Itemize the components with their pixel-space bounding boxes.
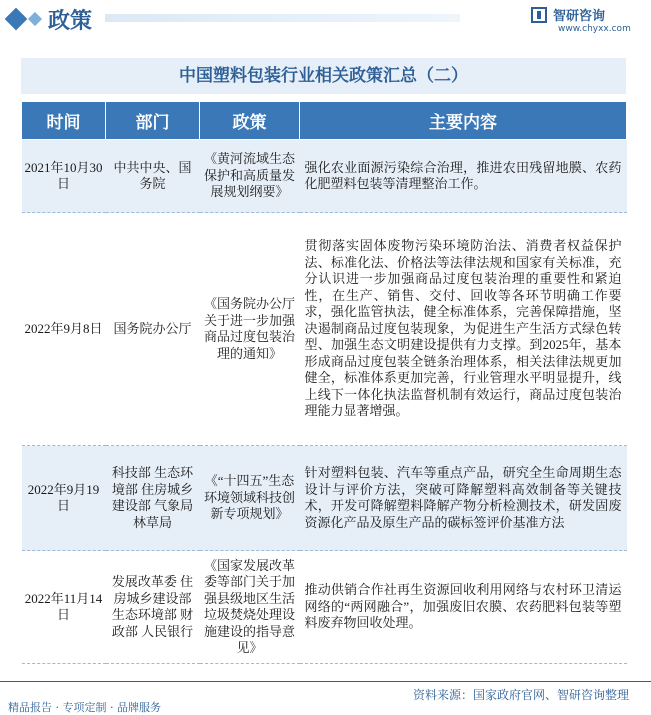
cell-time: 2022年9月19日 xyxy=(22,446,106,551)
cell-policy: 《“十四五”生态环境领域科技创新专项规划》 xyxy=(200,446,300,551)
cell-content: 推动供销合作社再生资源回收利用网络与农村环卫清运网络的“两网融合”，加强废旧农膜、农药肥料包装等塑料废弃物回收处理。 xyxy=(300,551,627,664)
cell-time: 2022年9月8日 xyxy=(22,213,106,446)
small-diamond-icon xyxy=(28,12,42,26)
cell-department: 中共中央、国务院 xyxy=(106,140,200,213)
cell-content: 贯彻落实固体废物污染环境防治法、消费者权益保护法、标准化法、价格法等法律法规和国家有关标准，充分认识进一步加强商品过度包装治理的重要性和紧迫性，在生产、销售、交付、回收等各环节明确工作要求，强化监管执法，健全标准体系，完善保障措施，坚决遏制商品过度包装现象，为促进生产生活方式绿色转型、加强生态文明建设提供有力支撑。到2025年，基本形成商品过度包装全链条治理体系，相关法律法规更加健全，标准体系更加完善，行业管理水平明显提升，线上线下一体化执法监督机制有效运行，商品过度包装治理能力显著增强。 xyxy=(300,213,627,446)
cell-policy: 《国家发展改革委等部门关于加强县级地区生活垃圾焚烧处理设施建设的指导意见》 xyxy=(200,551,300,664)
footer-divider xyxy=(0,681,651,682)
column-header-policy: 政策 xyxy=(200,102,300,140)
table-title: 中国塑料包装行业相关政策汇总（二） xyxy=(21,58,626,94)
logo-name: 智研咨询 xyxy=(553,9,606,24)
column-header-content: 主要内容 xyxy=(300,102,627,140)
column-header-department: 部门 xyxy=(106,102,200,140)
logo-url[interactable]: www.chyxx.com xyxy=(558,24,631,34)
table-row xyxy=(22,140,627,213)
cell-department: 国务院办公厅 xyxy=(106,213,200,446)
cell-time: 2022年11月14日 xyxy=(22,551,106,664)
policy-table xyxy=(21,101,627,664)
cell-policy: 《国务院办公厅关于进一步加强商品过度包装治理的通知》 xyxy=(200,213,300,446)
table-header-row xyxy=(22,102,627,140)
cell-policy: 《黄河流域生态保护和高质量发展规划纲要》 xyxy=(200,140,300,213)
table-row xyxy=(22,213,627,446)
cell-time: 2021年10月30日 xyxy=(22,140,106,213)
cell-content: 强化农业面源污染综合治理，推进农田残留地膜、农药化肥塑料包装等清理整治工作。 xyxy=(300,140,627,213)
cell-department: 科技部 生态环境部 住房城乡建设部 气象局 林草局 xyxy=(106,446,200,551)
section-title: 政策 xyxy=(48,9,93,34)
table-row xyxy=(22,446,627,551)
cell-content: 针对塑料包装、汽车等重点产品，研究全生命周期生态设计与评价方法，突破可降解塑料高效制备等关键技术，开发可降解塑料降解产物分析检测技术，研发固废资源化产品及原生产品的碳标签评价基准方法 xyxy=(300,446,627,551)
cell-department: 发展改革委 住房城乡建设部 生态环境部 财政部 人民银行 xyxy=(106,551,200,664)
table-row xyxy=(22,551,627,664)
diamond-icon xyxy=(5,8,28,31)
column-header-time: 时间 xyxy=(22,102,106,140)
top-bar xyxy=(0,0,651,40)
source-note: 资料来源：国家政府官网、智研咨询整理 xyxy=(412,688,629,702)
bottom-links: 精品报告 · 专项定制 · 品牌服务 xyxy=(8,701,161,714)
title-band xyxy=(105,14,460,22)
logo-icon xyxy=(531,7,547,23)
